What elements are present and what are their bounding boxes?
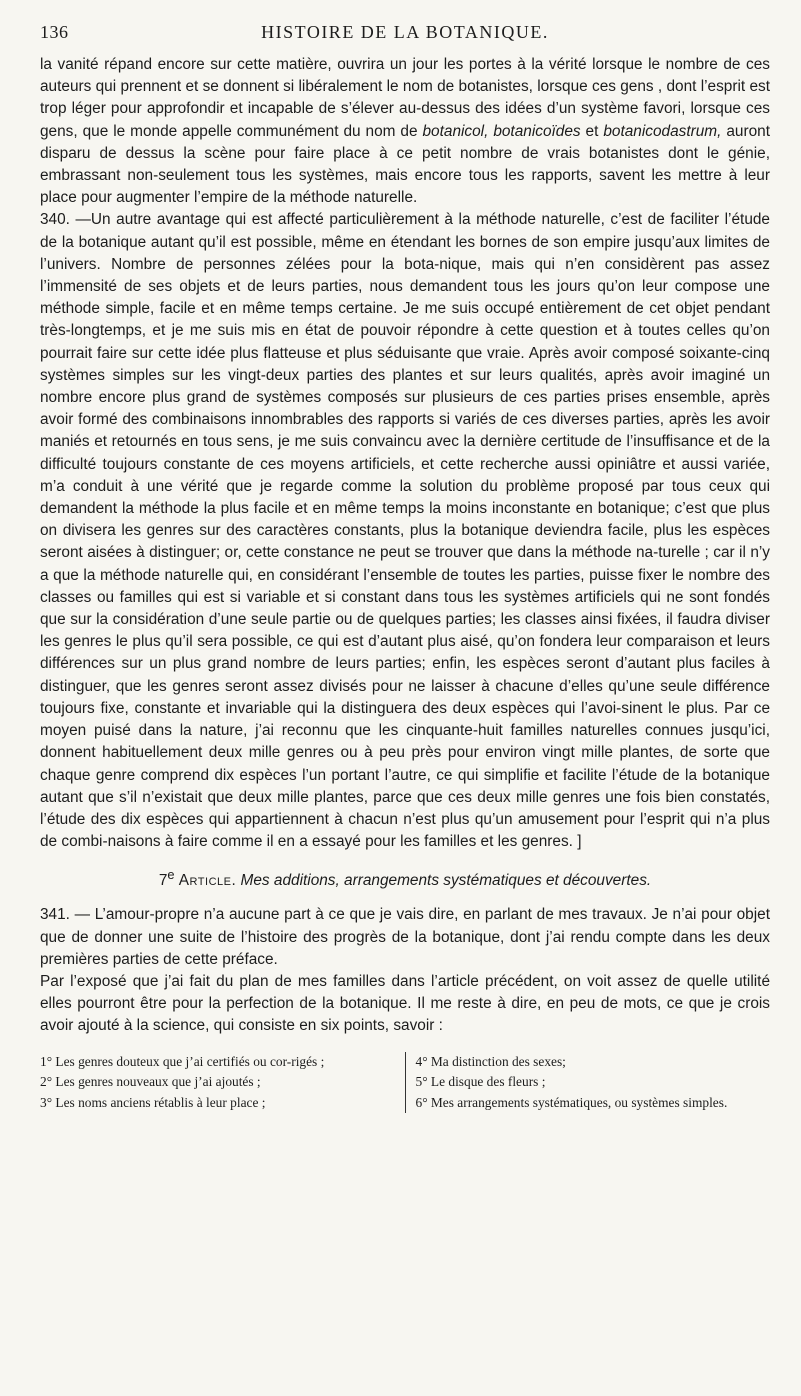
list-item: 6° Mes arrangements systématiques, ou systèmes simples.: [415, 1094, 728, 1110]
article-number: 7: [158, 872, 168, 890]
paragraph-340: 340. —Un autre avantage qui est affecté particulièrement à la méthode naturelle, c’est de faciliter l’étude de la botanique autant qu’il est possible, même en étendant les bornes de son empire jusqu’aux limites de l’univers. Nombre de personnes zélées pour la bota-nique, mais qui n’en considèrent pas assez l’immensité de ses objets et de leurs parties, nous demandent tous les jours qu’on leur compose une méthode simple, facile et en même temps certaine. Je me suis occupé entièrement de cet objet pendant très-longtemps, et je me suis mis en état de pouvoir répondre à cette question et à toutes celles qu’on pourrait faire sur cette idée plus flatteuse et plus séduisante que vraie. Après avoir composé soixante-cinq systèmes simples sur les vingt-deux parties des plantes et sur leurs qualités, après avoir imaginé un nombre encore plus grand de systèmes composés sur plusieurs de ces parties prises ensemble, après avoir formé des combinaisons innombrables des rapports si variés de ces diverses parties, après les avoir maniés et retournés en tous sens, je me suis convaincu avec la dernière certitude de l’insuffisance et de la difficulté toujours constante de ces moyens artificiels, et cette recherche aussi opiniâtre et aussi variée, m’a conduit à une vérité que je regarde comme la solution du problème proposé par tous ceux qui demandent la méthode la plus facile et en même temps la moins inconstante en botanique; c’est que plus on divisera les genres sur des caractères constants, plus la botanique deviendra facile, plus les espèces seront aisées à distinguer; or, cette constance ne peut se trouver que dans la méthode na-turelle ; car il n’y a que la méthode naturelle qui, en considérant l’ensemble de toutes les parties, puisse fixer le nombre des classes ou familles qui est si variable et si constant dans tous les systèmes artificiels qui ne sont fondés que sur la considération d’une seule partie ou de quelques parties; les classes ainsi fixées, il faudra diviser les genres le plus qu’il sera possible, ce qui est d’autant plus aisé, qu’on fondera leur comparaison et leurs différences sur un plus grand nombre de leurs parties; enfin, les espèces seront d’autant plus faciles à distinguer, que les genres seront assez divisés pour ne laisser à chacune d’elles qu’une seule différence toujours fixe, constante et invariable qui la distinguera des deux espèces qui l’avoi-sinent le plus. Par ce moyen puisé dans la nature, j’ai reconnu que les cinquante-huit familles naturelles connues jusqu’ici, donnent habituellement deux mille genres ou à peu près pour environ vingt mille plantes, de sorte que chaque genre comprend dix espèces l’un portant l’autre, ce qui simplifie et facilite l’étude de la botanique autant que s’il n’existait que deux mille plantes, parce que ces deux mille genres une fois bien constatés, l’étude des dix espèces qui appartiennent à chacun n’est plus qu’un amusement pour l’esprit qui n’a plus de combi-naisons à faire comme il en a essayé pour les familles et les genres. ]: [40, 211, 770, 851]
list-column-right: [406, 1052, 771, 1114]
article-heading: [40, 867, 770, 890]
text-run: et: [580, 122, 604, 140]
page-number: 136: [40, 22, 69, 42]
running-head: HISTOIRE DE LA BOTANIQUE.: [261, 22, 549, 42]
body-text: [40, 54, 770, 1113]
paragraph-341: 341. — L’amour-propre n’a aucune part à ce que je vais dire, en parlant de mes travaux. Je n’ai pour objet que de donner une suite de l’histoire des progrès de la botanique, dont j’ai rendu compte dans les deux premières parties de cette préface.: [40, 906, 770, 968]
italic-term: botanicodastrum,: [603, 122, 722, 140]
text-run: auront disparu de dessus la scène pour faire place à ce petit nombre de vrais botanistes dont le génie, embrassant non-seulement tous les systèmes, mais encore tous les rapports, savent les mettre à leur place pour augmenter l’empire de la méthode naturelle.: [40, 122, 770, 207]
paragraph-plan: Par l’exposé que j’ai fait du plan de mes familles dans l’article précédent, on voit assez de quelle utilité elles pourront être pour la perfection de la botanique. Il me reste à dire, en peu de mots, ce que je crois avoir ajouté à la science, qui consiste en six points, savoir :: [40, 973, 770, 1035]
list-item: 5° Le disque des fleurs ;: [415, 1074, 546, 1090]
list-item: 3° Les noms anciens rétablis à leur place ;: [40, 1094, 266, 1110]
article-title: Mes additions, arrangements systématiques et découvertes.: [240, 872, 652, 890]
paragraph-continuation: [40, 54, 770, 209]
list-item: 4° Ma distinction des sexes;: [415, 1053, 566, 1069]
italic-term: botanicol, botanicoïdes: [422, 122, 581, 140]
article-number-suffix: e: [167, 867, 175, 883]
list-item: 2° Les genres nouveaux que j’ai ajoutés ;: [40, 1074, 261, 1090]
six-points-list: [40, 1052, 770, 1114]
text-run: la vanité répand encore sur cette matière, ouvrira un jour les portes à la vérité lorsque le nombre de ces auteurs qui prennent et se donnent si libéralement le nom de botanistes, lorsque ces gens , dont l’esprit est trop léger pour approfondir et incapable de s’élever au-dessus des idées d’un système favori, lorsque ces gens, que le monde appelle communément du nom de: [40, 56, 770, 140]
list-column-left: [40, 1052, 406, 1114]
article-label: Article.: [178, 872, 237, 890]
page-header: [40, 22, 770, 48]
list-item: 1° Les genres douteux que j’ai certifiés ou cor-rigés ;: [40, 1053, 325, 1069]
